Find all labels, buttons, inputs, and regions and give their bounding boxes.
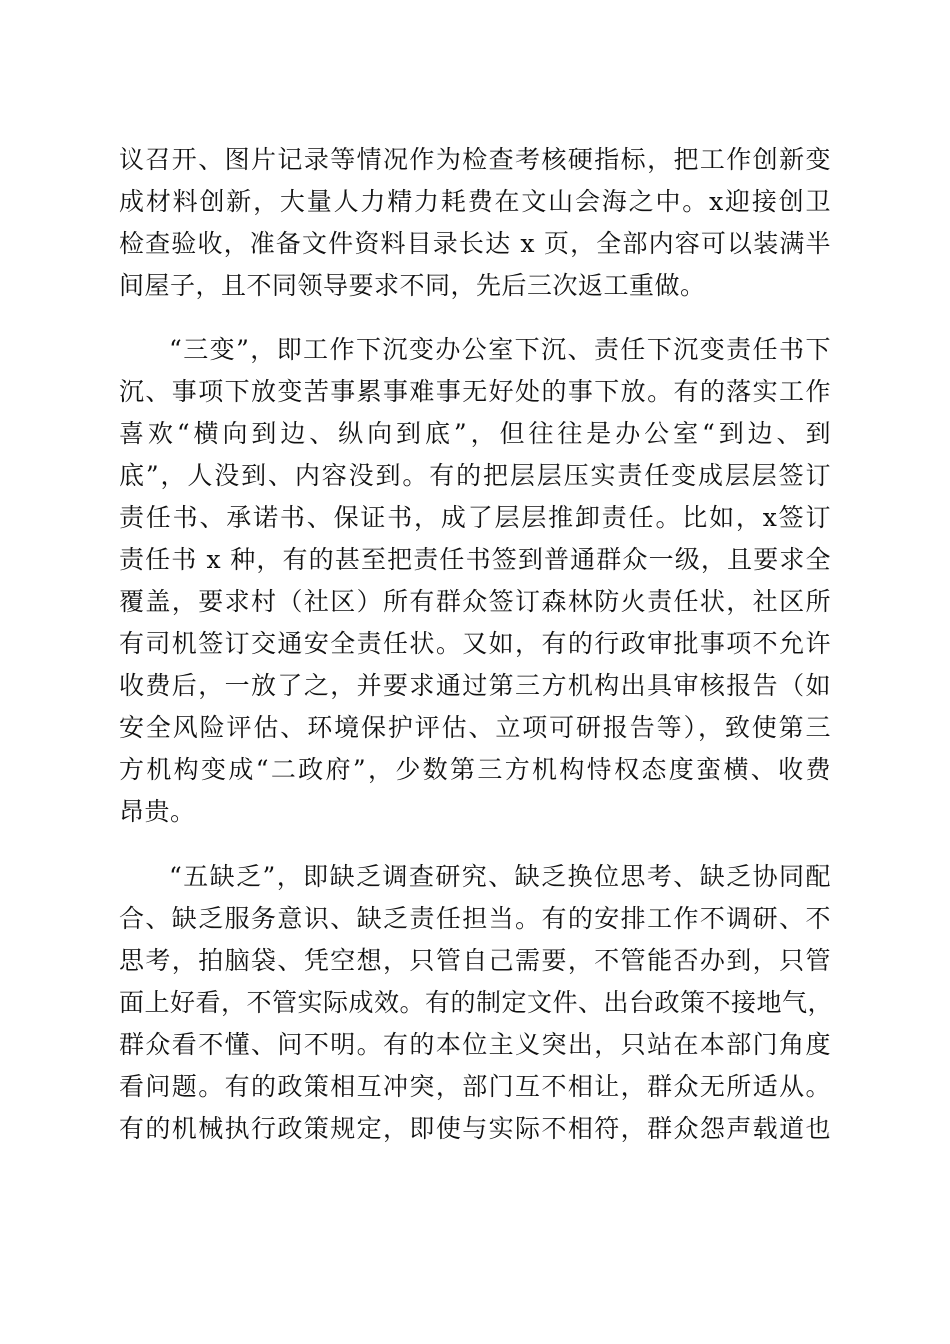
text-line: 昂贵。 [119,797,196,826]
text-line: 思考，拍脑袋、凭空想，只管自己需要，不管能否办到，只管 [119,946,831,975]
text-line: 覆盖，要求村（社区）所有群众签订森林防火责任状，社区所 [119,587,831,616]
text-line: 有的机械执行政策规定，即使与实际不相符，群众怨声载道也 [119,1114,831,1143]
text-line: 喜欢“横向到边、纵向到底”，但往往是办公室“到边、到 [119,419,831,448]
text-line: 收费后，一放了之，并要求通过第三方机构出具审核报告（如 [119,671,831,700]
text-line: 方机构变成“二政府”，少数第三方机构恃权态度蛮横、收费 [119,755,831,784]
text-line: 责任书 x 种，有的甚至把责任书签到普通群众一级，且要求全 [119,545,831,574]
text-line: 成材料创新，大量人力精力耗费在文山会海之中。x迎接创卫 [119,187,831,216]
text-line: 看问题。有的政策相互冲突，部门互不相让，群众无所适从。 [119,1072,831,1101]
text-line: 底”，人没到、内容没到。有的把层层压实责任变成层层签订 [119,461,831,490]
text-line: 安全风险评估、环境保护评估、立项可研报告等），致使第三 [119,713,831,742]
text-line: 群众看不懂、问不明。有的本位主义突出，只站在本部门角度 [119,1030,831,1059]
text-line: 合、缺乏服务意识、缺乏责任担当。有的安排工作不调研、不 [119,904,831,933]
text-line: 检查验收，准备文件资料目录长达 x 页，全部内容可以装满半 [119,229,831,258]
text-line: 责任书、承诺书、保证书，成了层层推卸责任。比如，x签订 [119,503,831,532]
text-line: 面上好看，不管实际成效。有的制定文件、出台政策不接地气， [119,988,834,1017]
paragraph-start-line: “三变”，即工作下沉变办公室下沉、责任下沉变责任书下 [169,335,831,364]
text-line: 有司机签订交通安全责任状。又如，有的行政审批事项不允许 [119,629,831,658]
text-line: 间屋子，且不同领导要求不同，先后三次返工重做。 [119,271,706,300]
text-line: 沉、事项下放变苦事累事难事无好处的事下放。有的落实工作 [119,377,831,406]
text-line: 议召开、图片记录等情况作为检查考核硬指标，把工作创新变 [119,145,831,174]
paragraph-start-line: “五缺乏”，即缺乏调查研究、缺乏换位思考、缺乏协同配 [169,862,831,891]
